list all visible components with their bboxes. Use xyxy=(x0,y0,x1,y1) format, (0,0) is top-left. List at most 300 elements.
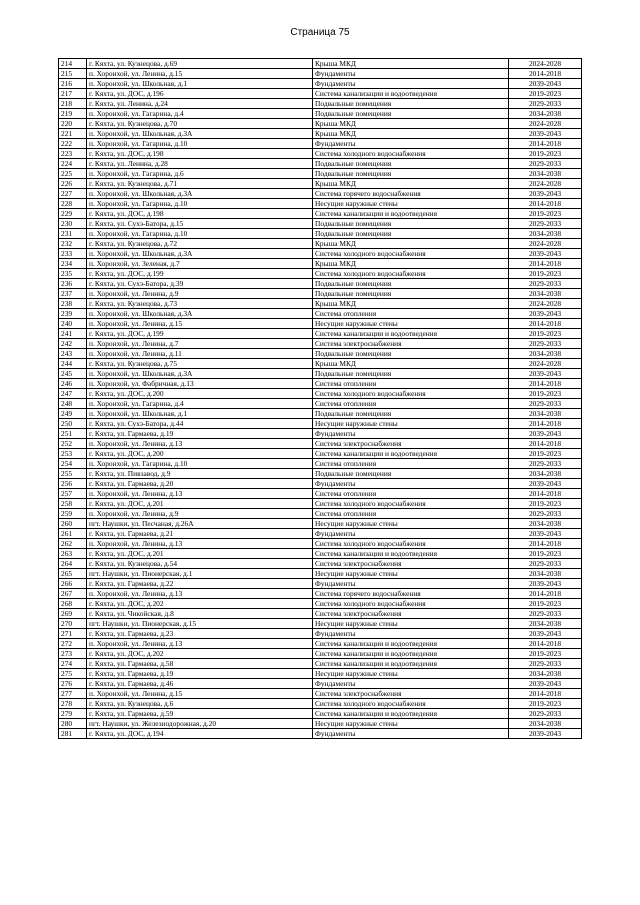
structural-element-cell: Подвальные помещения xyxy=(313,409,509,419)
repair-period-cell: 2019-2023 xyxy=(509,549,582,559)
row-number-cell: 240 xyxy=(59,319,87,329)
structural-element-cell: Несущие наружные стены xyxy=(313,669,509,679)
table-row xyxy=(59,289,582,299)
table-row xyxy=(59,119,582,129)
row-number-cell: 232 xyxy=(59,239,87,249)
structural-element-cell: Подвальные помещения xyxy=(313,99,509,109)
structural-element-cell: Несущие наружные стены xyxy=(313,569,509,579)
address-cell: п. Хоронхой, ул. Ленина, д.9 xyxy=(87,289,313,299)
structural-element-cell: Фундаменты xyxy=(313,629,509,639)
row-number-cell: 263 xyxy=(59,549,87,559)
structural-element-cell: Подвальные помещения xyxy=(313,159,509,169)
repair-period-cell: 2039-2043 xyxy=(509,309,582,319)
address-cell: пгт. Наушки, ул. Пионерская, д.15 xyxy=(87,619,313,629)
structural-element-cell: Система электроснабжения xyxy=(313,689,509,699)
address-cell: п. Хоронхой, ул. Ленина, д.13 xyxy=(87,639,313,649)
row-number-cell: 231 xyxy=(59,229,87,239)
address-cell: п. Хоронхой, ул. Гагарина, д.4 xyxy=(87,399,313,409)
structural-element-cell: Система канализации и водоотведения xyxy=(313,659,509,669)
table-row xyxy=(59,409,582,419)
table-row xyxy=(59,69,582,79)
table-row xyxy=(59,269,582,279)
repair-period-cell: 2029-2033 xyxy=(509,459,582,469)
repair-period-cell: 2034-2038 xyxy=(509,349,582,359)
address-cell: п. Хоронхой, ул. Фабричная, д.13 xyxy=(87,379,313,389)
table-row xyxy=(59,439,582,449)
row-number-cell: 228 xyxy=(59,199,87,209)
repair-period-cell: 2019-2023 xyxy=(509,269,582,279)
address-cell: п. Хоронхой, ул. Ленина, д.15 xyxy=(87,69,313,79)
structural-element-cell: Система горячего водоснабжения xyxy=(313,189,509,199)
repair-period-cell: 2019-2023 xyxy=(509,499,582,509)
address-cell: п. Хоронхой, ул. Ленина, д.15 xyxy=(87,319,313,329)
address-cell: пгт. Наушки, ул. Пионерская, д.1 xyxy=(87,569,313,579)
repair-period-cell: 2034-2038 xyxy=(509,619,582,629)
row-number-cell: 250 xyxy=(59,419,87,429)
repair-period-cell: 2039-2043 xyxy=(509,729,582,739)
table-row xyxy=(59,589,582,599)
structural-element-cell: Подвальные помещения xyxy=(313,349,509,359)
repair-period-cell: 2024-2028 xyxy=(509,299,582,309)
table-row xyxy=(59,239,582,249)
row-number-cell: 215 xyxy=(59,69,87,79)
table-row xyxy=(59,219,582,229)
address-cell: г. Кяхта, ул. ДОС, д.198 xyxy=(87,149,313,159)
address-cell: г. Кяхта, ул. Гармаева, д.19 xyxy=(87,429,313,439)
row-number-cell: 226 xyxy=(59,179,87,189)
table-row xyxy=(59,599,582,609)
row-number-cell: 223 xyxy=(59,149,87,159)
row-number-cell: 244 xyxy=(59,359,87,369)
row-number-cell: 229 xyxy=(59,209,87,219)
row-number-cell: 264 xyxy=(59,559,87,569)
row-number-cell: 242 xyxy=(59,339,87,349)
repair-period-cell: 2039-2043 xyxy=(509,529,582,539)
row-number-cell: 251 xyxy=(59,429,87,439)
address-cell: п. Хоронхой, ул. Ленина, д.13 xyxy=(87,489,313,499)
address-cell: г. Кяхта, ул. Гармаева, д.46 xyxy=(87,679,313,689)
address-cell: п. Хоронхой, ул. Школьная, д.1 xyxy=(87,409,313,419)
row-number-cell: 280 xyxy=(59,719,87,729)
row-number-cell: 281 xyxy=(59,729,87,739)
repair-period-cell: 2014-2018 xyxy=(509,589,582,599)
structural-element-cell: Система отопления xyxy=(313,489,509,499)
structural-element-cell: Крыша МКД xyxy=(313,119,509,129)
repair-period-cell: 2039-2043 xyxy=(509,249,582,259)
address-cell: п. Хоронхой, ул. Ленина, д.15 xyxy=(87,689,313,699)
address-cell: г. Кяхта, ул. Гармаева, д.19 xyxy=(87,669,313,679)
structural-element-cell: Фундаменты xyxy=(313,529,509,539)
structural-element-cell: Система канализации и водоотведения xyxy=(313,549,509,559)
row-number-cell: 271 xyxy=(59,629,87,639)
repair-period-cell: 2029-2033 xyxy=(509,659,582,669)
table-row xyxy=(59,229,582,239)
table-row xyxy=(59,89,582,99)
page-number-header: Страница 75 xyxy=(290,27,350,38)
structural-element-cell: Подвальные помещения xyxy=(313,469,509,479)
address-cell: г. Кяхта, ул. ДОС, д.194 xyxy=(87,729,313,739)
address-cell: п. Хоронхой, ул. Гагарина, д.10 xyxy=(87,199,313,209)
row-number-cell: 235 xyxy=(59,269,87,279)
row-number-cell: 218 xyxy=(59,99,87,109)
repair-period-cell: 2034-2038 xyxy=(509,409,582,419)
structural-element-cell: Система холодного водоснабжения xyxy=(313,249,509,259)
repair-period-cell: 2019-2023 xyxy=(509,649,582,659)
structural-element-cell: Крыша МКД xyxy=(313,179,509,189)
structural-element-cell: Несущие наружные стены xyxy=(313,319,509,329)
table-row xyxy=(59,649,582,659)
repair-period-cell: 2019-2023 xyxy=(509,389,582,399)
table-row xyxy=(59,179,582,189)
capital-repair-table xyxy=(58,58,582,739)
structural-element-cell: Система холодного водоснабжения xyxy=(313,599,509,609)
table-row xyxy=(59,299,582,309)
structural-element-cell: Подвальные помещения xyxy=(313,169,509,179)
row-number-cell: 237 xyxy=(59,289,87,299)
repair-period-cell: 2034-2038 xyxy=(509,289,582,299)
table-row xyxy=(59,469,582,479)
row-number-cell: 273 xyxy=(59,649,87,659)
table-body xyxy=(59,59,582,739)
structural-element-cell: Крыша МКД xyxy=(313,359,509,369)
row-number-cell: 259 xyxy=(59,509,87,519)
repair-period-cell: 2014-2018 xyxy=(509,489,582,499)
structural-element-cell: Система холодного водоснабжения xyxy=(313,699,509,709)
address-cell: г. Кяхта, ул. Гармаева, д.59 xyxy=(87,709,313,719)
row-number-cell: 272 xyxy=(59,639,87,649)
address-cell: г. Кяхта, ул. ДОС, д.198 xyxy=(87,209,313,219)
structural-element-cell: Фундаменты xyxy=(313,479,509,489)
address-cell: п. Хоронхой, ул. Гагарина, д.10 xyxy=(87,139,313,149)
repair-period-cell: 2019-2023 xyxy=(509,89,582,99)
address-cell: п. Хоронхой, ул. Ленина, д.13 xyxy=(87,589,313,599)
address-cell: г. Кяхта, ул. ДОС, д.202 xyxy=(87,649,313,659)
structural-element-cell: Система канализации и водоотведения xyxy=(313,89,509,99)
address-cell: г. Кяхта, ул. Кузнецова, д.73 xyxy=(87,299,313,309)
repair-period-cell: 2029-2033 xyxy=(509,279,582,289)
repair-period-cell: 2014-2018 xyxy=(509,139,582,149)
table-row xyxy=(59,389,582,399)
address-cell: п. Хоронхой, ул. Гагарина, д.4 xyxy=(87,109,313,119)
structural-element-cell: Несущие наружные стены xyxy=(313,519,509,529)
address-cell: п. Хоронхой, ул. Школьная, д.3А xyxy=(87,309,313,319)
repair-period-cell: 2014-2018 xyxy=(509,639,582,649)
table-row xyxy=(59,679,582,689)
structural-element-cell: Фундаменты xyxy=(313,79,509,89)
row-number-cell: 236 xyxy=(59,279,87,289)
repair-period-cell: 2034-2038 xyxy=(509,669,582,679)
row-number-cell: 256 xyxy=(59,479,87,489)
table-row xyxy=(59,209,582,219)
structural-element-cell: Система отопления xyxy=(313,459,509,469)
address-cell: п. Хоронхой, ул. Ленина, д.9 xyxy=(87,509,313,519)
address-cell: г. Кяхта, ул. Кузнецова, д.54 xyxy=(87,559,313,569)
structural-element-cell: Система горячего водоснабжения xyxy=(313,589,509,599)
repair-period-cell: 2019-2023 xyxy=(509,149,582,159)
structural-element-cell: Крыша МКД xyxy=(313,299,509,309)
repair-period-cell: 2024-2028 xyxy=(509,359,582,369)
repair-period-cell: 2039-2043 xyxy=(509,629,582,639)
structural-element-cell: Система холодного водоснабжения xyxy=(313,149,509,159)
row-number-cell: 269 xyxy=(59,609,87,619)
table-row xyxy=(59,159,582,169)
row-number-cell: 241 xyxy=(59,329,87,339)
row-number-cell: 245 xyxy=(59,369,87,379)
address-cell: г. Кяхта, ул. Кузнецова, д.6 xyxy=(87,699,313,709)
repair-period-cell: 2014-2018 xyxy=(509,689,582,699)
repair-period-cell: 2014-2018 xyxy=(509,69,582,79)
table-row xyxy=(59,109,582,119)
address-cell: г. Кяхта, ул. Чикойская, д.8 xyxy=(87,609,313,619)
table-row xyxy=(59,559,582,569)
table-row xyxy=(59,669,582,679)
table-row xyxy=(59,479,582,489)
repair-period-cell: 2014-2018 xyxy=(509,199,582,209)
repair-period-cell: 2014-2018 xyxy=(509,439,582,449)
address-cell: г. Кяхта, ул. ДОС, д.201 xyxy=(87,499,313,509)
repair-period-cell: 2014-2018 xyxy=(509,319,582,329)
table-row xyxy=(59,139,582,149)
repair-period-cell: 2039-2043 xyxy=(509,189,582,199)
row-number-cell: 234 xyxy=(59,259,87,269)
table-row xyxy=(59,489,582,499)
row-number-cell: 239 xyxy=(59,309,87,319)
table-row xyxy=(59,319,582,329)
repair-period-cell: 2034-2038 xyxy=(509,569,582,579)
repair-period-cell: 2034-2038 xyxy=(509,169,582,179)
repair-period-cell: 2039-2043 xyxy=(509,129,582,139)
structural-element-cell: Фундаменты xyxy=(313,69,509,79)
repair-period-cell: 2039-2043 xyxy=(509,479,582,489)
repair-period-cell: 2029-2033 xyxy=(509,559,582,569)
table-row xyxy=(59,609,582,619)
row-number-cell: 227 xyxy=(59,189,87,199)
row-number-cell: 268 xyxy=(59,599,87,609)
row-number-cell: 216 xyxy=(59,79,87,89)
repair-period-cell: 2014-2018 xyxy=(509,379,582,389)
table-row xyxy=(59,569,582,579)
repair-period-cell: 2029-2033 xyxy=(509,99,582,109)
repair-period-cell: 2019-2023 xyxy=(509,449,582,459)
repair-period-cell: 2019-2023 xyxy=(509,329,582,339)
table-row xyxy=(59,509,582,519)
repair-period-cell: 2029-2033 xyxy=(509,609,582,619)
row-number-cell: 243 xyxy=(59,349,87,359)
repair-period-cell: 2024-2028 xyxy=(509,239,582,249)
address-cell: г. Кяхта, ул. Ленина, д.28 xyxy=(87,159,313,169)
row-number-cell: 214 xyxy=(59,59,87,69)
address-cell: п. Хоронхой, ул. Гагарина, д.10 xyxy=(87,229,313,239)
address-cell: г. Кяхта, ул. Кузнецова, д.72 xyxy=(87,239,313,249)
address-cell: г. Кяхта, ул. ДОС, д.200 xyxy=(87,449,313,459)
structural-element-cell: Система холодного водоснабжения xyxy=(313,269,509,279)
repair-period-cell: 2039-2043 xyxy=(509,579,582,589)
structural-element-cell: Несущие наружные стены xyxy=(313,619,509,629)
row-number-cell: 222 xyxy=(59,139,87,149)
row-number-cell: 253 xyxy=(59,449,87,459)
repair-period-cell: 2029-2033 xyxy=(509,159,582,169)
repair-period-cell: 2024-2028 xyxy=(509,59,582,69)
table-row xyxy=(59,719,582,729)
structural-element-cell: Подвальные помещения xyxy=(313,369,509,379)
table-row xyxy=(59,729,582,739)
table-row xyxy=(59,309,582,319)
structural-element-cell: Система канализации и водоотведения xyxy=(313,709,509,719)
table-row xyxy=(59,429,582,439)
address-cell: г. Кяхта, ул. ДОС, д.200 xyxy=(87,389,313,399)
row-number-cell: 278 xyxy=(59,699,87,709)
table-row xyxy=(59,349,582,359)
row-number-cell: 261 xyxy=(59,529,87,539)
row-number-cell: 220 xyxy=(59,119,87,129)
repair-period-cell: 2034-2038 xyxy=(509,229,582,239)
row-number-cell: 249 xyxy=(59,409,87,419)
structural-element-cell: Несущие наружные стены xyxy=(313,719,509,729)
row-number-cell: 270 xyxy=(59,619,87,629)
structural-element-cell: Крыша МКД xyxy=(313,259,509,269)
structural-element-cell: Система отопления xyxy=(313,509,509,519)
address-cell: п. Хоронхой, ул. Школьная, д.3А xyxy=(87,249,313,259)
structural-element-cell: Подвальные помещения xyxy=(313,289,509,299)
structural-element-cell: Система канализации и водоотведения xyxy=(313,639,509,649)
structural-element-cell: Система канализации и водоотведения xyxy=(313,449,509,459)
address-cell: п. Хоронхой, ул. Ленина, д.13 xyxy=(87,539,313,549)
row-number-cell: 266 xyxy=(59,579,87,589)
repair-period-cell: 2024-2028 xyxy=(509,119,582,129)
structural-element-cell: Подвальные помещения xyxy=(313,109,509,119)
row-number-cell: 258 xyxy=(59,499,87,509)
table-row xyxy=(59,499,582,509)
address-cell: п. Хоронхой, ул. Школьная, д.3А xyxy=(87,189,313,199)
structural-element-cell: Крыша МКД xyxy=(313,239,509,249)
structural-element-cell: Система холодного водоснабжения xyxy=(313,499,509,509)
repair-period-cell: 2014-2018 xyxy=(509,419,582,429)
repair-period-cell: 2039-2043 xyxy=(509,429,582,439)
repair-period-cell: 2034-2038 xyxy=(509,719,582,729)
row-number-cell: 276 xyxy=(59,679,87,689)
row-number-cell: 233 xyxy=(59,249,87,259)
row-number-cell: 247 xyxy=(59,389,87,399)
row-number-cell: 267 xyxy=(59,589,87,599)
repair-period-cell: 2019-2023 xyxy=(509,599,582,609)
structural-element-cell: Система холодного водоснабжения xyxy=(313,539,509,549)
repair-period-cell: 2029-2033 xyxy=(509,219,582,229)
row-number-cell: 217 xyxy=(59,89,87,99)
structural-element-cell: Крыша МКД xyxy=(313,129,509,139)
table-row xyxy=(59,59,582,69)
repair-period-cell: 2039-2043 xyxy=(509,679,582,689)
repair-period-cell: 2029-2033 xyxy=(509,509,582,519)
table-row xyxy=(59,399,582,409)
table-row xyxy=(59,659,582,669)
row-number-cell: 246 xyxy=(59,379,87,389)
repair-period-cell: 2024-2028 xyxy=(509,179,582,189)
row-number-cell: 224 xyxy=(59,159,87,169)
structural-element-cell: Фундаменты xyxy=(313,429,509,439)
structural-element-cell: Подвальные помещения xyxy=(313,279,509,289)
address-cell: г. Кяхта, ул. Кузнецова, д.71 xyxy=(87,179,313,189)
address-cell: г. Кяхта, ул. Пивзавод, д.9 xyxy=(87,469,313,479)
address-cell: п. Хоронхой, ул. Зеленая, д.7 xyxy=(87,259,313,269)
address-cell: г. Кяхта, ул. ДОС, д.196 xyxy=(87,89,313,99)
repair-period-cell: 2014-2018 xyxy=(509,259,582,269)
repair-period-cell: 2019-2023 xyxy=(509,209,582,219)
address-cell: пгт. Наушки, ул. Песчаная, д.26А xyxy=(87,519,313,529)
table-row xyxy=(59,419,582,429)
address-cell: п. Хоронхой, ул. Ленина, д.13 xyxy=(87,439,313,449)
repair-period-cell: 2034-2038 xyxy=(509,519,582,529)
table-row xyxy=(59,699,582,709)
address-cell: п. Хоронхой, ул. Школьная, д.3А xyxy=(87,129,313,139)
table-row xyxy=(59,199,582,209)
row-number-cell: 254 xyxy=(59,459,87,469)
table-row xyxy=(59,99,582,109)
table-row xyxy=(59,519,582,529)
table-row xyxy=(59,369,582,379)
structural-element-cell: Подвальные помещения xyxy=(313,219,509,229)
table-row xyxy=(59,379,582,389)
structural-element-cell: Система отопления xyxy=(313,399,509,409)
structural-element-cell: Система электроснабжения xyxy=(313,339,509,349)
row-number-cell: 221 xyxy=(59,129,87,139)
row-number-cell: 279 xyxy=(59,709,87,719)
address-cell: п. Хоронхой, ул. Школьная, д.1 xyxy=(87,79,313,89)
table-row xyxy=(59,339,582,349)
repair-period-cell: 2019-2023 xyxy=(509,699,582,709)
address-cell: г. Кяхта, ул. Гармаева, д.21 xyxy=(87,529,313,539)
repair-period-cell: 2029-2033 xyxy=(509,709,582,719)
structural-element-cell: Несущие наружные стены xyxy=(313,419,509,429)
address-cell: г. Кяхта, ул. Гармаева, д.20 xyxy=(87,479,313,489)
structural-element-cell: Фундаменты xyxy=(313,729,509,739)
row-number-cell: 248 xyxy=(59,399,87,409)
row-number-cell: 225 xyxy=(59,169,87,179)
table-row xyxy=(59,529,582,539)
repair-period-cell: 2034-2038 xyxy=(509,469,582,479)
structural-element-cell: Система электроснабжения xyxy=(313,609,509,619)
row-number-cell: 255 xyxy=(59,469,87,479)
repair-period-cell: 2014-2018 xyxy=(509,539,582,549)
table-row xyxy=(59,689,582,699)
address-cell: п. Хоронхой, ул. Гагарина, д.6 xyxy=(87,169,313,179)
structural-element-cell: Система холодного водоснабжения xyxy=(313,389,509,399)
table-row xyxy=(59,279,582,289)
address-cell: п. Хоронхой, ул. Гагарина, д.10 xyxy=(87,459,313,469)
table-row xyxy=(59,169,582,179)
repair-period-cell: 2039-2043 xyxy=(509,369,582,379)
repair-period-cell: 2034-2038 xyxy=(509,109,582,119)
structural-element-cell: Система электроснабжения xyxy=(313,559,509,569)
row-number-cell: 252 xyxy=(59,439,87,449)
table-row xyxy=(59,709,582,719)
table-row xyxy=(59,79,582,89)
address-cell: г. Кяхта, ул. Сухэ-Батора, д.44 xyxy=(87,419,313,429)
row-number-cell: 265 xyxy=(59,569,87,579)
structural-element-cell: Система отопления xyxy=(313,309,509,319)
address-cell: г. Кяхта, ул. ДОС, д.199 xyxy=(87,329,313,339)
row-number-cell: 219 xyxy=(59,109,87,119)
address-cell: г. Кяхта, ул. Гармаева, д.22 xyxy=(87,579,313,589)
repair-period-cell: 2029-2033 xyxy=(509,339,582,349)
address-cell: г. Кяхта, ул. Кузнецова, д.70 xyxy=(87,119,313,129)
table-row xyxy=(59,189,582,199)
table-row xyxy=(59,579,582,589)
address-cell: г. Кяхта, ул. ДОС, д.199 xyxy=(87,269,313,279)
address-cell: п. Хоронхой, ул. Ленина, д.11 xyxy=(87,349,313,359)
structural-element-cell: Несущие наружные стены xyxy=(313,199,509,209)
address-cell: г. Кяхта, ул. Кузнецова, д.75 xyxy=(87,359,313,369)
table-row xyxy=(59,639,582,649)
